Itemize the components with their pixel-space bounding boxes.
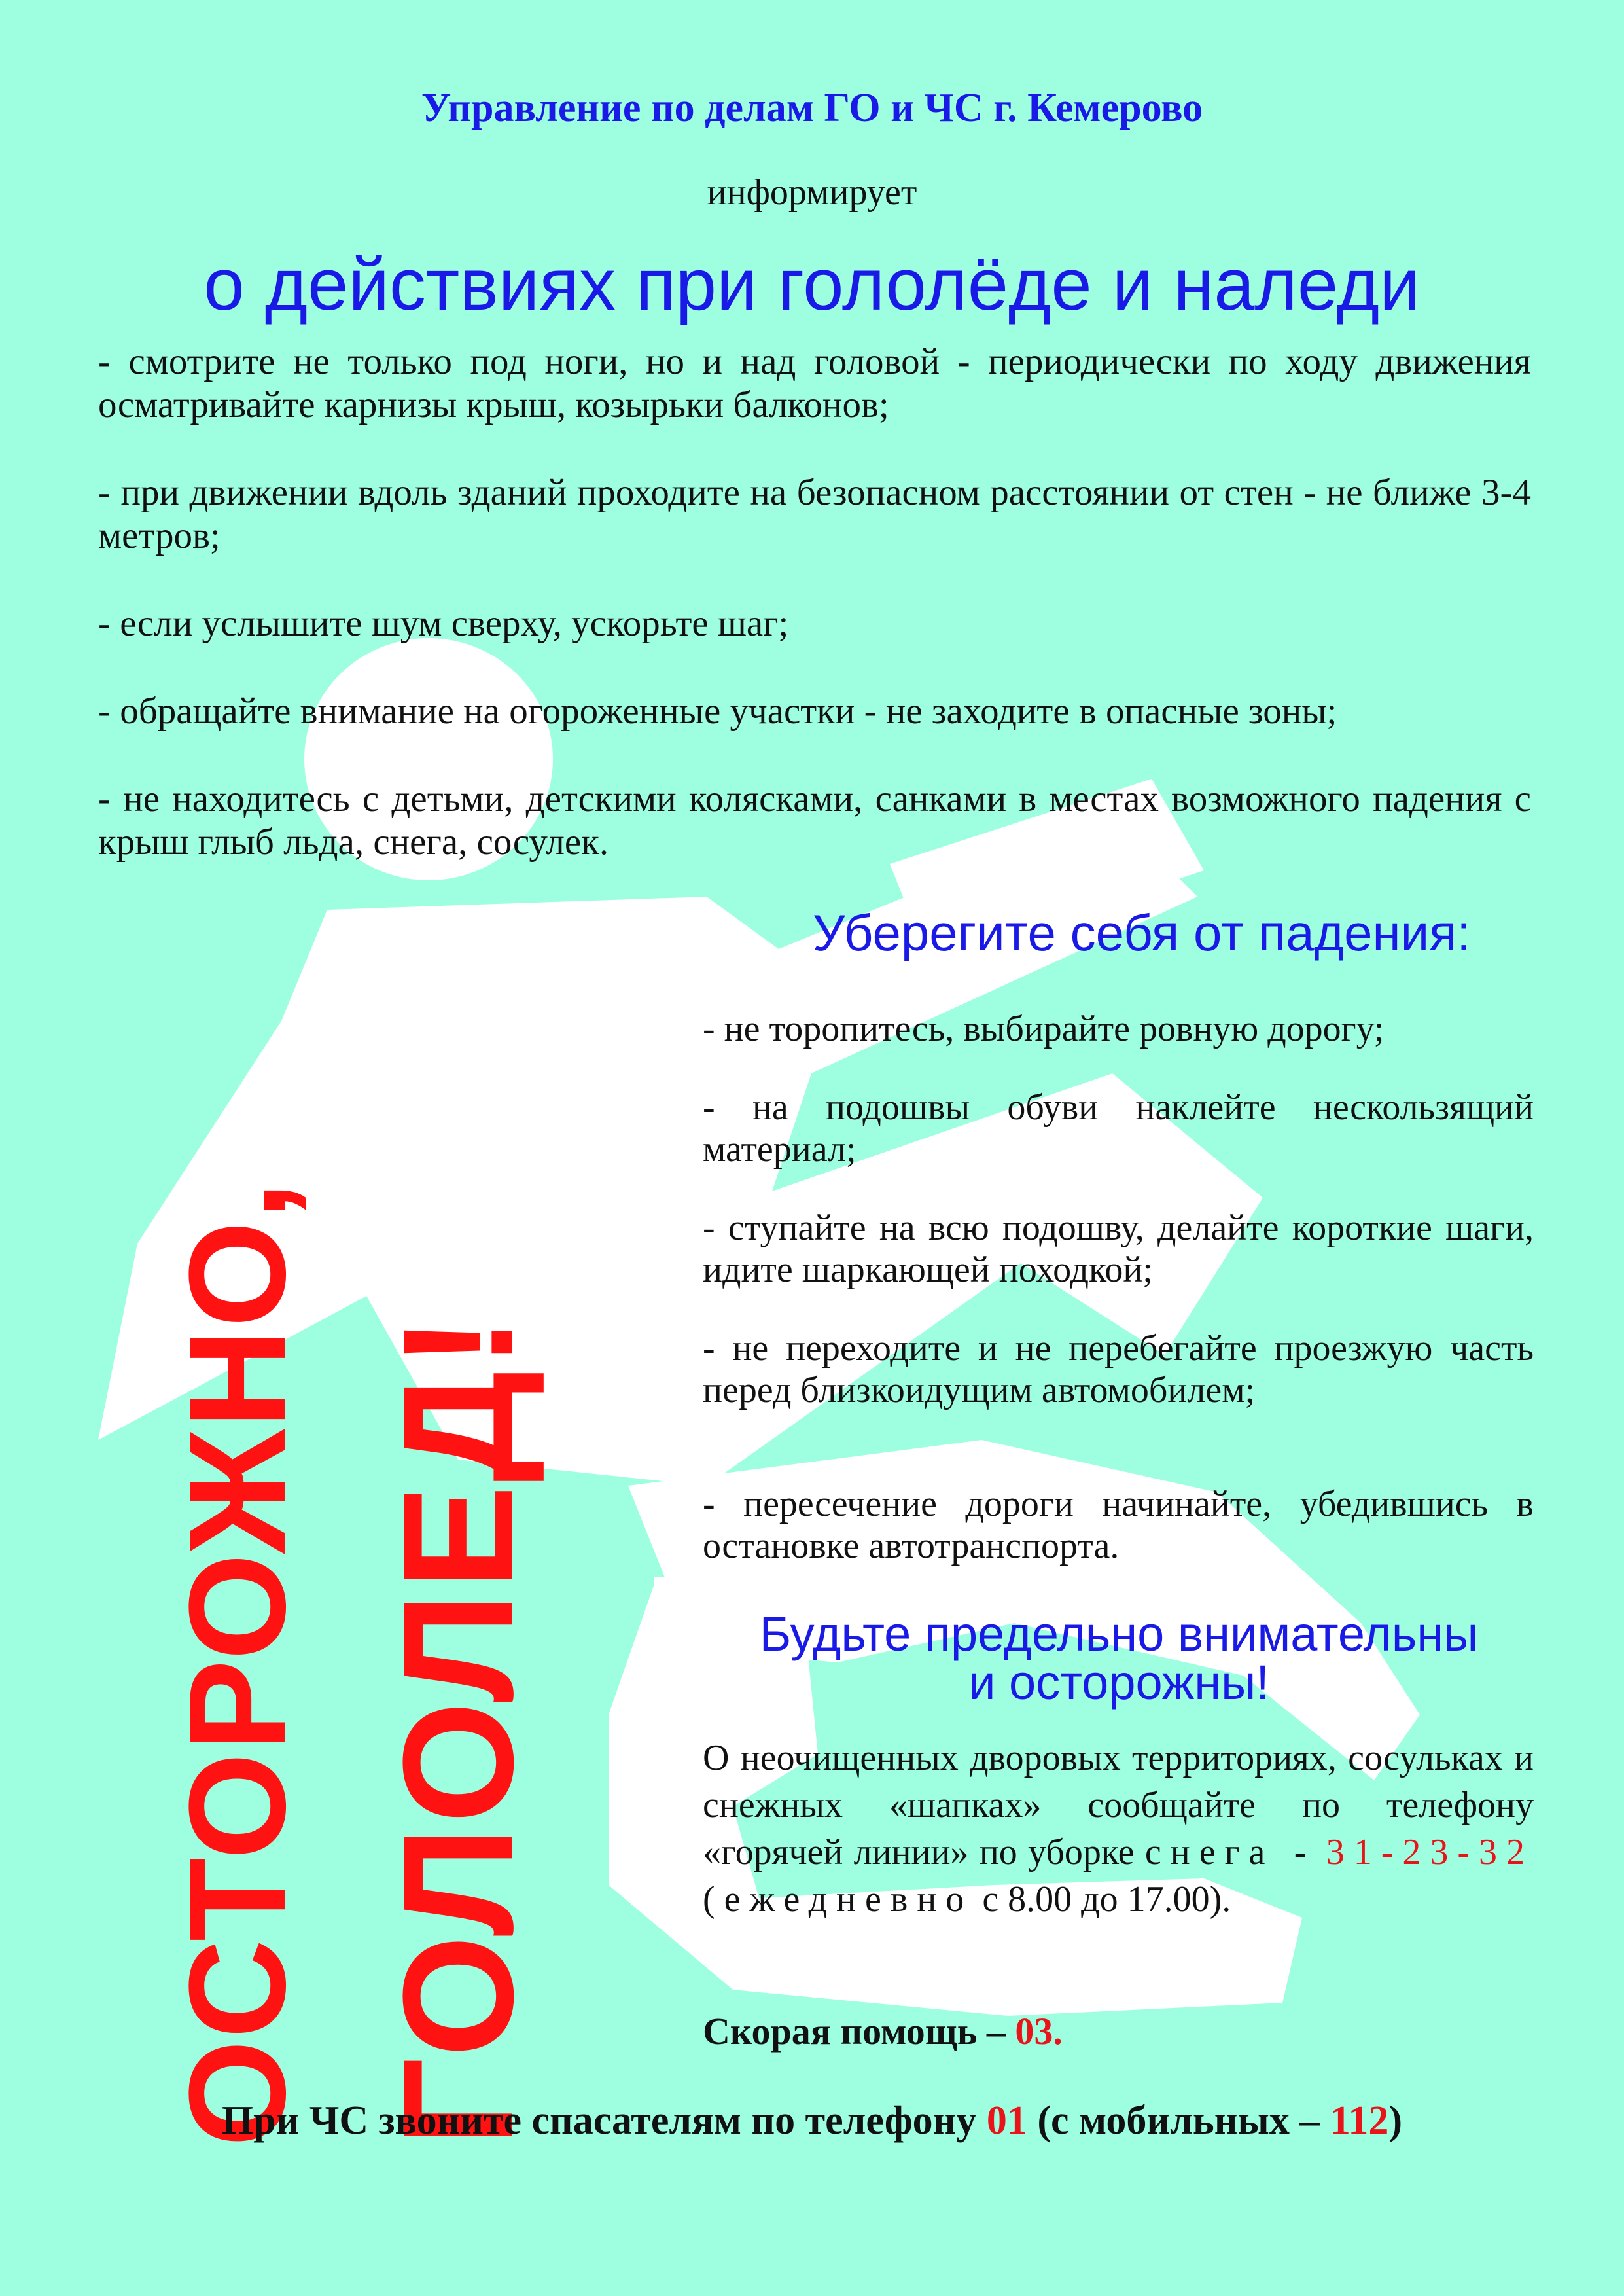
hotline-phone: 31-23-32 — [1326, 1832, 1534, 1873]
hotline-hours: с 8.00 до 17.00). — [982, 1879, 1231, 1920]
hotline-snow: снега - — [1144, 1832, 1316, 1873]
list-item: - обращайте внимание на огороженные участки - не заходите в опасные зоны; — [98, 691, 1337, 732]
hotline-daily: (ежедневно — [703, 1879, 974, 1920]
list-item: - пересечение дороги начинайте, убедившись в остановке автотранспорта. — [703, 1484, 1534, 1566]
footer-mobile-label: (с мобильных – — [1037, 2098, 1320, 2143]
falls-tips-list — [703, 1008, 1534, 1604]
hotline-text: О неочищенных дворовых территориях, сосульках и снежных «шапках» сообщайте по телефону «горячей линии» по уборке — [703, 1738, 1534, 1873]
footer-number: 01 — [986, 2098, 1027, 2143]
hotline-paragraph — [703, 1734, 1534, 1923]
list-item: - смотрите не только под ноги, но и над головой - периодически по ходу движения осматривайте карнизы крыш, козырьки балконов; — [98, 341, 1531, 425]
footer-mobile-number: 112 — [1330, 2098, 1389, 2143]
attention-heading — [680, 1607, 1557, 1710]
footer-close: ) — [1388, 2098, 1403, 2143]
list-item: - при движении вдоль зданий проходите на безопасном расстоянии от стен - не ближе 3-4 метров; — [98, 472, 1531, 556]
organization-name: Управление по делам ГО и ЧС г. Кемерово — [421, 86, 1203, 130]
attention-line: и осторожны! — [968, 1655, 1269, 1710]
list-item: - на подошвы обуви наклейте нескользящий материал; — [703, 1087, 1534, 1170]
ambulance-label: Скорая помощь – — [703, 2010, 1006, 2053]
ambulance-number: 03. — [1015, 2010, 1063, 2053]
list-item: - не торопитесь, выбирайте ровную дорогу; — [703, 1009, 1385, 1049]
list-item: - ступайте на всю подошву, делайте короткие шаги, идите шаркающей походкой; — [703, 1208, 1534, 1290]
emergency-footer — [0, 2098, 1624, 2144]
page-title: о действиях при гололёде и наледи — [203, 243, 1421, 325]
informs-label: информирует — [707, 172, 917, 213]
ambulance-line — [703, 2009, 1063, 2053]
top-tips-list — [98, 340, 1531, 908]
list-item: - не находитесь с детьми, детскими колясками, санками в местах возможного падения с крыш глыб льда, снега, сосулек. — [98, 778, 1531, 863]
list-item: - если услышите шум сверху, ускорьте шаг; — [98, 603, 789, 644]
ice-vertical-text: ГОЛОЛЕД! — [370, 1312, 546, 2147]
attention-line: Будьте предельно внимательны — [759, 1607, 1479, 1661]
list-item: - не переходите и не перебегайте проезжую часть перед близкоидущим автомобилем; — [703, 1328, 1534, 1410]
falls-title: Уберегите себя от падения: — [812, 904, 1472, 961]
motion-stroke — [726, 1950, 818, 1974]
footer-text: При ЧС звоните спасателям по телефону — [221, 2098, 977, 2143]
caution-vertical-text: ОСТОРОЖНО, — [160, 1179, 314, 2147]
